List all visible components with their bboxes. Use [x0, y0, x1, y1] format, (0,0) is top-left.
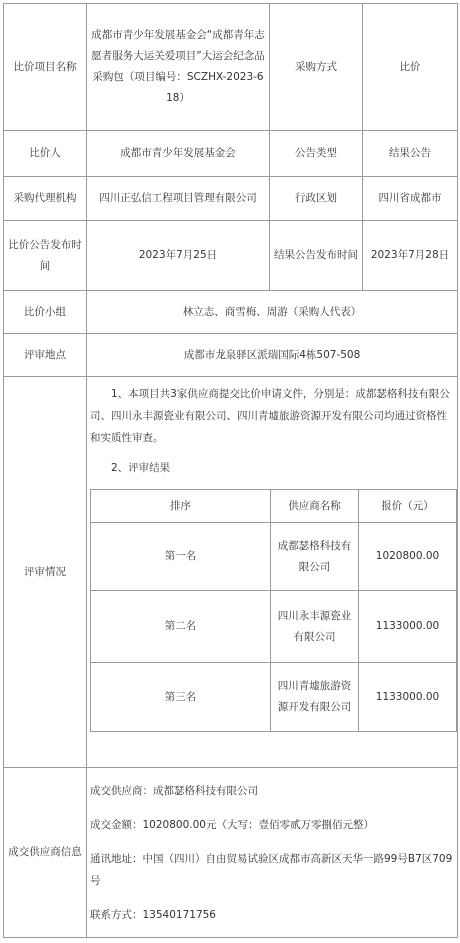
row-bidder — [4, 131, 458, 177]
row-review — [4, 377, 458, 768]
result-rank: 第二名 — [91, 591, 271, 663]
result-supplier: 四川青墟旅游资源开发有限公司 — [271, 663, 359, 732]
results-row — [91, 523, 457, 591]
notice-type-value: 结果公告 — [363, 131, 458, 177]
result-rank: 第三名 — [91, 663, 271, 732]
review-label: 评审情况 — [4, 377, 87, 768]
notice-type-label: 公告类型 — [270, 131, 363, 177]
district-label: 行政区划 — [270, 177, 363, 221]
result-price: 1020800.00 — [359, 523, 457, 591]
result-publish-time-value: 2023年7月28日 — [363, 221, 458, 291]
result-supplier: 四川永丰源瓷业有限公司 — [271, 591, 359, 663]
deal-contact: 联系方式：13540171756 — [90, 908, 216, 921]
row-agency — [4, 177, 458, 221]
results-row — [91, 663, 457, 732]
group-value: 林立志、商雪梅、周游（采购人代表） — [87, 291, 458, 334]
review-content — [87, 377, 458, 768]
group-label: 比价小组 — [4, 291, 87, 334]
deal-amount: 成交金额：1020800.00元（大写：壹佰零贰万零捌佰元整） — [90, 818, 374, 831]
result-price: 1133000.00 — [359, 591, 457, 663]
bidder-label: 比价人 — [4, 131, 87, 177]
results-header-row — [91, 490, 457, 523]
header-rank: 排序 — [91, 490, 271, 523]
purchase-method-label: 采购方式 — [270, 4, 363, 131]
venue-label: 评审地点 — [4, 334, 87, 377]
result-supplier: 成都瑟格科技有限公司 — [271, 523, 359, 591]
row-publish-time — [4, 221, 458, 291]
review-paragraph-2: 2、评审结果 — [111, 462, 171, 474]
deal-supplier: 成交供应商：成都瑟格科技有限公司 — [90, 784, 258, 797]
deal-label: 成交供应商信息 — [4, 768, 87, 938]
deal-content — [87, 768, 458, 938]
result-publish-time-label: 结果公告发布时间 — [270, 221, 363, 291]
project-name-value: 成都市青少年发展基金会“成都青年志愿者服务大运关爱项目”大运会纪念品采购包（项目编号：SCZHX-2023-618） — [87, 4, 270, 131]
publish-time-label: 比价公告发布时间 — [4, 221, 87, 291]
procurement-result-table — [3, 3, 458, 938]
result-price: 1133000.00 — [359, 663, 457, 732]
purchase-method-value: 比价 — [363, 4, 458, 131]
row-deal — [4, 768, 458, 938]
district-value: 四川省成都市 — [363, 177, 458, 221]
review-results-table — [90, 489, 457, 732]
review-paragraph-1: 1、本项目共3家供应商提交比价申请文件，分别是：成都瑟格科技有限公司、四川永丰源瓷业有限公司、四川青墟旅游资源开发有限公司均通过资格性和实质性审查。 — [90, 388, 450, 444]
header-supplier: 供应商名称 — [271, 490, 359, 523]
deal-address: 通讯地址：中国（四川）自由贸易试验区成都市高新区天华一路99号B7区709号 — [90, 852, 453, 887]
agency-label: 采购代理机构 — [4, 177, 87, 221]
result-rank: 第一名 — [91, 523, 271, 591]
bidder-value: 成都市青少年发展基金会 — [87, 131, 270, 177]
header-price: 报价（元） — [359, 490, 457, 523]
row-venue — [4, 334, 458, 377]
publish-time-value: 2023年7月25日 — [87, 221, 270, 291]
row-group — [4, 291, 458, 334]
results-row — [91, 591, 457, 663]
venue-value: 成都市龙泉驿区派瑞国际4栋507-508 — [87, 334, 458, 377]
agency-value: 四川正弘信工程项目管理有限公司 — [87, 177, 270, 221]
row-project-name — [4, 4, 458, 131]
project-name-label: 比价项目名称 — [4, 4, 87, 131]
